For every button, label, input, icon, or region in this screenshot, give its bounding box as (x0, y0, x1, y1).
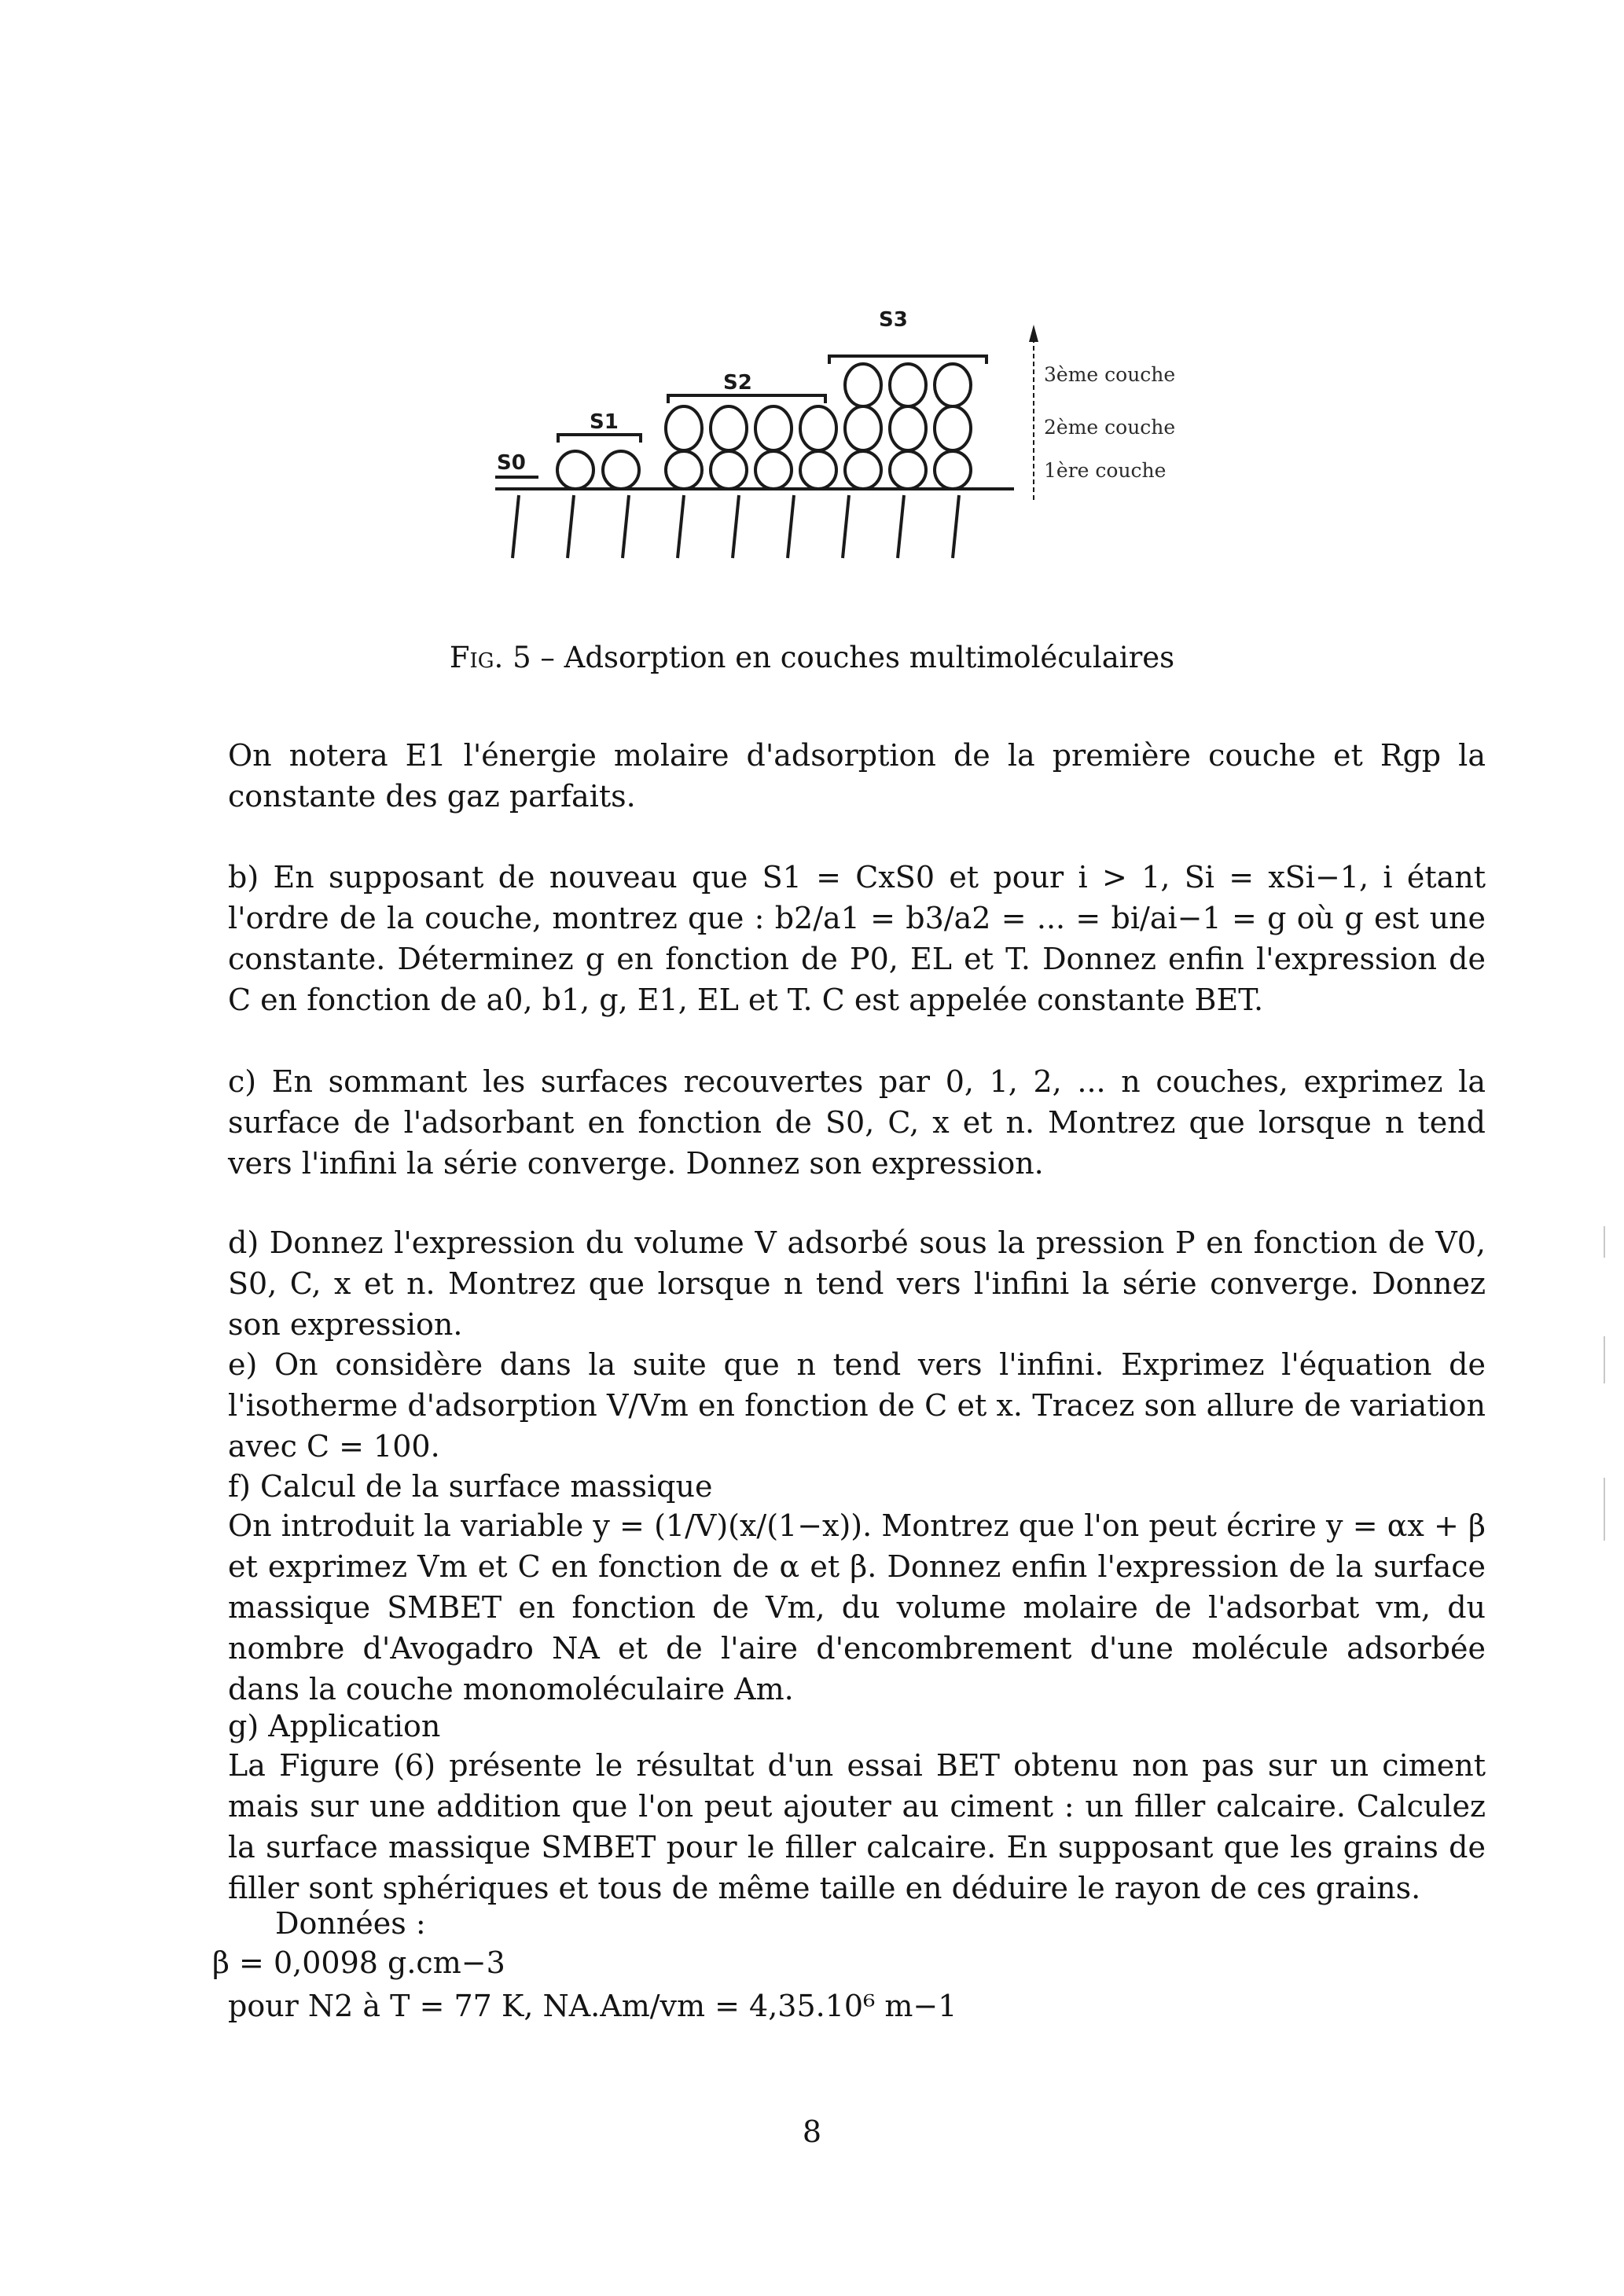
s2-bracket (668, 395, 825, 403)
paragraph-f-body: On introduit la variable y = (1/V)(x/(1−x)). Montrez que l'on peut écrire y = αx + β et exprimez Vm et C en fonction de α et β. Donnez enfin l'expression de la surface massique SMBET en fonction de Vm, du volume molaire de l'adsorbat vm, du nombre d'Avogadro NA et de l'aire d'encombrement d'une molécule adsorbée dans la couche monomoléculaire Am. (228, 1508, 1486, 1706)
paragraph-intro: On notera E1 l'énergie molaire d'adsorption de la première couche et Rgp la constante des gaz parfaits. (228, 738, 1486, 814)
scan-mark (1604, 1336, 1605, 1383)
s1-bracket (558, 435, 641, 443)
paragraph-e: e) On considère dans la suite que n tend vers l'infini. Exprimez l'équation de l'isotherme d'adsorption V/Vm en fonction de C et x. Tracez son allure de variation avec C = 100. (228, 1347, 1486, 1464)
label-layer2: 2ème couche (1044, 416, 1176, 439)
layer3-molecules (845, 364, 971, 406)
paragraph-b: b) En supposant de nouveau que S1 = CxS0 et pour i > 1, Si = xSi−1, i étant l'ordre de la couche, montrez que : b2/a1 = b3/a2 = ... = bi/ai−1 = g où g est une constante. Déterminez g en fonction de P0, EL et T. Donnez enfin l'expression de C en fonction de a0, b1, g, E1, EL et T. C est appelée constante BET. (228, 860, 1486, 1017)
paragraph-d: d) Donnez l'expression du volume V adsorbé sous la pression P en fonction de V0, S0, C, x et n. Montrez que lorsque n tend vers l'infini la série converge. Donnez son expression. (228, 1225, 1486, 1342)
n2-value: pour N2 à T = 77 K, NA.Am/vm = 4,35.10⁶ m−1 (228, 1989, 957, 2023)
paragraph-f-title: f) Calcul de la surface massique (228, 1469, 713, 1504)
label-s1: S1 (590, 410, 619, 434)
paragraph-g-body: La Figure (6) présente le résultat d'un essai BET obtenu non pas sur un ciment mais sur une addition que l'on peut ajouter au ciment : un filler calcaire. Calculez la surface massique SMBET pour le filler calcaire. En supposant que les grains de filler sont sphériques et tous de même taille en déduire le rayon de ces grains. (228, 1748, 1486, 1905)
label-layer3: 3ème couche (1044, 363, 1176, 386)
substrate-hatching (513, 495, 959, 558)
donnees-label: Données : (275, 1906, 426, 1941)
label-layer1: 1ère couche (1044, 459, 1167, 482)
label-s2: S2 (723, 371, 752, 395)
label-s0: S0 (497, 451, 526, 475)
layer1-molecules (557, 451, 971, 489)
scan-mark (1604, 1226, 1605, 1258)
layer2-molecules (666, 406, 971, 450)
paragraph-c: c) En sommant les surfaces recouvertes par 0, 1, 2, ... n couches, exprimez la surface de l'adsorbant en fonction de S0, C, x et n. Montrez que lorsque n tend vers l'infini la série converge. Donnez son expression. (228, 1064, 1486, 1181)
caption-text: Adsorption en couches multimoléculaires (564, 641, 1175, 674)
adsorption-layers-figure (464, 303, 1250, 570)
paragraph-g-title: g) Application (228, 1709, 441, 1743)
label-s3: S3 (879, 308, 908, 332)
scan-mark (1604, 1478, 1605, 1541)
layer-axis-arrow-icon (1029, 325, 1038, 342)
caption-prefix: Fig. 5 – (449, 641, 555, 674)
beta-value: β = 0,0098 g.cm−3 (212, 1945, 505, 1980)
figure-caption (0, 641, 1624, 674)
page-number: 8 (802, 2114, 822, 2149)
